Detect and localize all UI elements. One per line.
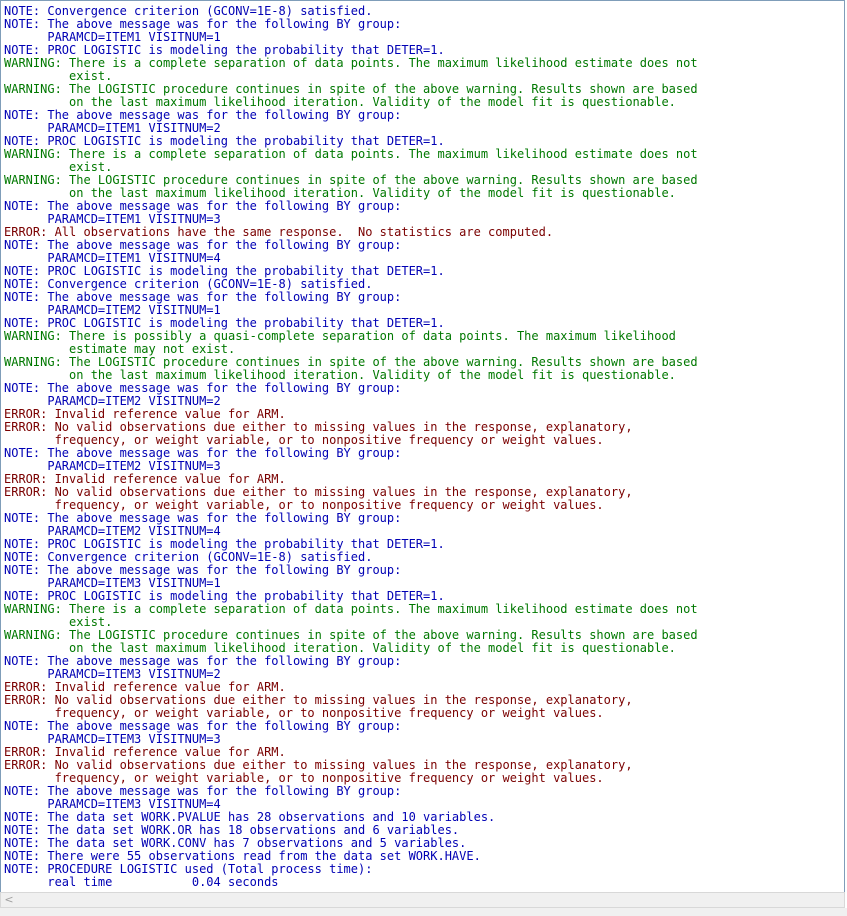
log-line-error: frequency, or weight variable, or to nonpositive frequency or weight values. [4, 771, 604, 785]
log-line-note: PARAMCD=ITEM1 VISITNUM=3 [4, 212, 221, 226]
log-line-note: PARAMCD=ITEM2 VISITNUM=4 [4, 524, 221, 538]
log-line-warning: on the last maximum likelihood iteration. Validity of the model fit is questionable. [4, 368, 676, 382]
log-line-note: NOTE: PROC LOGISTIC is modeling the probability that DETER=1. [4, 134, 445, 148]
log-line-warning: exist. [4, 69, 113, 83]
log-line-error: ERROR: Invalid reference value for ARM. [4, 472, 286, 486]
log-line-warning: WARNING: There is a complete separation of data points. The maximum likelihood estimate does not [4, 147, 698, 161]
log-line-note: PARAMCD=ITEM1 VISITNUM=1 [4, 30, 221, 44]
log-line-note: PARAMCD=ITEM3 VISITNUM=3 [4, 732, 221, 746]
log-line-note: NOTE: The above message was for the following BY group: [4, 238, 402, 252]
log-line-error: frequency, or weight variable, or to nonpositive frequency or weight values. [4, 498, 604, 512]
log-line-note: PARAMCD=ITEM3 VISITNUM=1 [4, 576, 221, 590]
log-line-note: NOTE: There were 55 observations read from the data set WORK.HAVE. [4, 849, 481, 863]
log-line-error: ERROR: No valid observations due either to missing values in the response, explanatory, [4, 485, 633, 499]
log-line-warning: on the last maximum likelihood iteration. Validity of the model fit is questionable. [4, 641, 676, 655]
horizontal-scrollbar[interactable] [0, 892, 845, 908]
log-line-note: NOTE: The data set WORK.OR has 18 observations and 6 variables. [4, 823, 460, 837]
log-line-error: ERROR: No valid observations due either to missing values in the response, explanatory, [4, 420, 633, 434]
log-line-warning: WARNING: The LOGISTIC procedure continues in spite of the above warning. Results shown are based [4, 173, 698, 187]
log-line-error: ERROR: No valid observations due either to missing values in the response, explanatory, [4, 758, 633, 772]
log-line-error: ERROR: Invalid reference value for ARM. [4, 407, 286, 421]
log-line-warning: WARNING: The LOGISTIC procedure continues in spite of the above warning. Results shown are based [4, 355, 698, 369]
log-line-note: real time 0.04 seconds [4, 875, 279, 889]
log-line-note: NOTE: Convergence criterion (GCONV=1E-8) satisfied. [4, 550, 373, 564]
log-line-warning: WARNING: There is a complete separation of data points. The maximum likelihood estimate does not [4, 602, 698, 616]
log-line-note: NOTE: The above message was for the following BY group: [4, 199, 402, 213]
log-line-note: PARAMCD=ITEM2 VISITNUM=1 [4, 303, 221, 317]
log-line-note: PARAMCD=ITEM2 VISITNUM=3 [4, 459, 221, 473]
log-line-error: frequency, or weight variable, or to nonpositive frequency or weight values. [4, 706, 604, 720]
log-line-note: PARAMCD=ITEM1 VISITNUM=2 [4, 121, 221, 135]
log-line-error: ERROR: Invalid reference value for ARM. [4, 680, 286, 694]
log-line-note: NOTE: The data set WORK.CONV has 7 observations and 5 variables. [4, 836, 467, 850]
log-line-note: PARAMCD=ITEM2 VISITNUM=2 [4, 394, 221, 408]
log-line-note: NOTE: PROC LOGISTIC is modeling the probability that DETER=1. [4, 589, 445, 603]
log-line-note: NOTE: The above message was for the following BY group: [4, 719, 402, 733]
scrollbar-thumb[interactable] [18, 895, 844, 905]
chevron-left-icon[interactable]: < [4, 893, 14, 906]
log-line-note: NOTE: The above message was for the following BY group: [4, 654, 402, 668]
log-line-note: NOTE: PROC LOGISTIC is modeling the probability that DETER=1. [4, 537, 445, 551]
log-line-note: NOTE: The above message was for the following BY group: [4, 290, 402, 304]
log-line-warning: WARNING: There is possibly a quasi-complete separation of data points. The maximum likelihood [4, 329, 676, 343]
log-line-note: NOTE: Convergence criterion (GCONV=1E-8) satisfied. [4, 4, 373, 18]
log-line-warning: WARNING: The LOGISTIC procedure continues in spite of the above warning. Results shown are based [4, 628, 698, 642]
log-line-note: PARAMCD=ITEM1 VISITNUM=4 [4, 251, 221, 265]
status-strip [0, 908, 847, 916]
log-line-note: NOTE: The above message was for the following BY group: [4, 511, 402, 525]
log-line-note: NOTE: The above message was for the following BY group: [4, 446, 402, 460]
log-line-warning: on the last maximum likelihood iteration. Validity of the model fit is questionable. [4, 95, 676, 109]
log-line-warning: on the last maximum likelihood iteration. Validity of the model fit is questionable. [4, 186, 676, 200]
log-line-note: NOTE: The above message was for the following BY group: [4, 784, 402, 798]
log-line-note: NOTE: The above message was for the following BY group: [4, 17, 402, 31]
log-line-note: PARAMCD=ITEM3 VISITNUM=4 [4, 797, 221, 811]
log-lines [4, 5, 698, 889]
log-line-error: ERROR: All observations have the same response. No statistics are computed. [4, 225, 554, 239]
log-line-note: NOTE: PROCEDURE LOGISTIC used (Total process time): [4, 862, 373, 876]
log-line-note: NOTE: The data set WORK.PVALUE has 28 observations and 10 variables. [4, 810, 496, 824]
log-line-error: ERROR: No valid observations due either to missing values in the response, explanatory, [4, 693, 633, 707]
log-line-warning: WARNING: The LOGISTIC procedure continues in spite of the above warning. Results shown are based [4, 82, 698, 96]
log-line-note: NOTE: PROC LOGISTIC is modeling the probability that DETER=1. [4, 43, 445, 57]
log-line-warning: estimate may not exist. [4, 342, 236, 356]
log-line-note: NOTE: The above message was for the following BY group: [4, 108, 402, 122]
log-line-note: NOTE: Convergence criterion (GCONV=1E-8) satisfied. [4, 277, 373, 291]
log-line-warning: WARNING: There is a complete separation of data points. The maximum likelihood estimate does not [4, 56, 698, 70]
log-line-note: PARAMCD=ITEM3 VISITNUM=2 [4, 667, 221, 681]
log-line-error: ERROR: Invalid reference value for ARM. [4, 745, 286, 759]
log-line-warning: exist. [4, 615, 113, 629]
log-line-note: NOTE: The above message was for the following BY group: [4, 563, 402, 577]
log-line-note: NOTE: The above message was for the following BY group: [4, 381, 402, 395]
log-line-warning: exist. [4, 160, 113, 174]
log-line-note: NOTE: PROC LOGISTIC is modeling the probability that DETER=1. [4, 316, 445, 330]
log-line-note: NOTE: PROC LOGISTIC is modeling the probability that DETER=1. [4, 264, 445, 278]
log-line-error: frequency, or weight variable, or to nonpositive frequency or weight values. [4, 433, 604, 447]
